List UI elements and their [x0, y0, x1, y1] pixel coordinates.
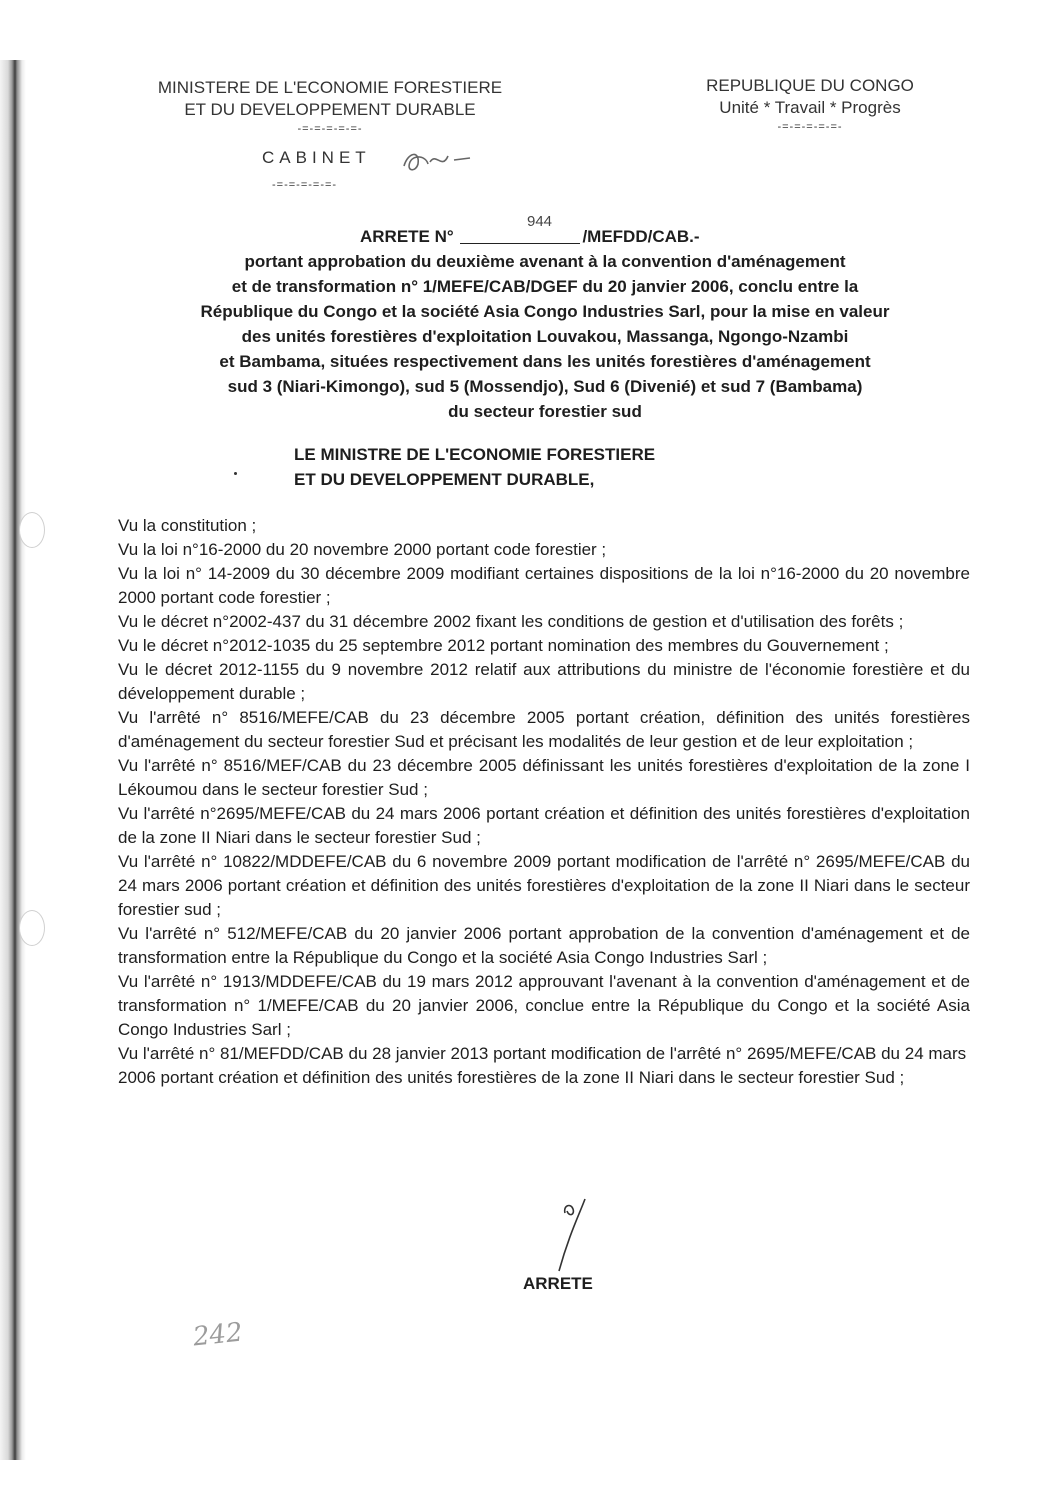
next-section-heading: ARRETE	[523, 1274, 593, 1293]
visa-paragraph: Vu l'arrêté n° 1913/MDDEFE/CAB du 19 mars 2012 approuvant l'avenant à la convention d'aménagement et de transformation n° 1/MEFE/CAB du 20 janvier 2006, conclue entre la République du Congo et la société Asia Congo Industries Sarl ;	[118, 972, 970, 1039]
decree-title-line: et de transformation n° 1/MEFE/CAB/DGEF du 20 janvier 2006, conclu entre la	[231, 277, 859, 296]
visa-paragraph: Vu l'arrêté n° 8516/MEF/CAB du 23 décembre 2005 définissant les unités forestières d'exploitation de la zone I Lékoumou dans le secteur forestier Sud ;	[118, 756, 970, 799]
ministry-line-2: ET DU DEVELOPPEMENT DURABLE	[184, 100, 476, 119]
visa-paragraph: Vu le décret n°2012-1035 du 25 septembre 2012 portant nomination des membres du Gouvernement ;	[118, 636, 889, 655]
cabinet-label: CABINET	[262, 148, 371, 167]
visas-section	[118, 514, 970, 1090]
ministry-line-1: MINISTERE DE L'ECONOMIE FORESTIERE	[157, 78, 503, 97]
visa-paragraph: Vu l'arrêté n° 81/MEFDD/CAB du 28 janvier 2013 portant modification de l'arrêté n° 2695/MEFE/CAB du 24 mars 2006 portant création et définition des unités forestières de la zone II Niari dans le secteur forestier Sud ;	[118, 1044, 967, 1087]
minister-line-1: LE MINISTRE DE L'ECONOMIE FORESTIERE	[294, 445, 656, 464]
minister-line-2: ET DU DEVELOPPEMENT DURABLE,	[294, 470, 595, 489]
decree-title-line: et Bambama, situées respectivement dans les unités forestières d'aménagement	[219, 352, 871, 371]
decree-title-line: sud 3 (Niari-Kimongo), sud 5 (Mossendjo), Sud 6 (Divenié) et sud 7 (Bambama)	[227, 377, 863, 396]
visa-paragraph: Vu le décret n°2002-437 du 31 décembre 2002 fixant les conditions de gestion et d'utilisation des forêts ;	[118, 612, 904, 631]
stray-mark	[234, 472, 237, 475]
visa-paragraph: Vu la loi n° 14-2009 du 30 décembre 2009 modifiant certaines dispositions de la loi n°16-2000 du 20 novembre 2000 portant code forestier ;	[118, 564, 970, 607]
binding-edge	[0, 60, 26, 1460]
visa-paragraph: Vu l'arrêté n° 8516/MEFE/CAB du 23 décembre 2005 portant création, définition des unités forestières d'aménagement du secteur forestier Sud et précisant les modalités de leur gestion et de leur exploitation ;	[118, 708, 970, 751]
minister-heading	[294, 442, 655, 492]
republic-motto: Unité * Travail * Progrès	[719, 98, 901, 117]
decree-title-line: portant approbation du deuxième avenant à la convention d'aménagement	[244, 252, 846, 271]
visa-paragraph: Vu l'arrêté n°2695/MEFE/CAB du 24 mars 2006 portant création et définition des unités forestières d'exploitation de la zone II Niari dans le secteur forestier Sud ;	[118, 804, 970, 847]
punch-hole	[19, 512, 45, 548]
visa-paragraph: Vu le décret 2012-1155 du 9 novembre 2012 relatif aux attributions du ministre de l'économie forestière et du développement durable ;	[118, 660, 970, 703]
republic-header	[660, 75, 960, 135]
decree-prefix: ARRETE N°	[360, 227, 454, 246]
decree-suffix: /MEFDD/CAB.-	[582, 227, 700, 246]
decree-handwritten-number: 944	[527, 213, 553, 230]
republic-name: REPUBLIQUE DU CONGO	[706, 76, 914, 95]
decree-number-blank	[460, 226, 580, 244]
decree-title-line: République du Congo et la société Asia Congo Industries Sarl, pour la mise en valeur	[200, 302, 890, 321]
punch-hole	[19, 910, 45, 946]
visa-paragraph: Vu l'arrêté n° 512/MEFE/CAB du 20 janvier 2006 portant approbation de la convention d'aménagement et de transformation entre la République du Congo et la société Asia Congo Industries Sarl ;	[118, 924, 970, 967]
separator: -=-=-=-=-=-	[272, 179, 338, 191]
initial-signature	[545, 1195, 595, 1275]
visa-paragraph: Vu la constitution ;	[118, 516, 257, 535]
decree-title-line: des unités forestières d'exploitation Louvakou, Massanga, Ngongo-Nzambi	[241, 327, 849, 346]
ministry-header	[100, 77, 560, 137]
separator: -=-=-=-=-=-	[777, 121, 843, 133]
handwritten-initials	[398, 142, 478, 178]
decree-title-line: du secteur forestier sud	[448, 402, 642, 421]
visa-paragraph: Vu l'arrêté n° 10822/MDDEFE/CAB du 6 novembre 2009 portant modification de l'arrêté n° 2695/MEFE/CAB du 24 mars 2006 portant création et définition des unités forestières d'exploitation de la zone II Niari dans le secteur forestier sud ;	[118, 852, 970, 919]
handwritten-page-number: 242	[191, 1317, 245, 1353]
decree-title	[120, 249, 970, 424]
separator: -=-=-=-=-=-	[297, 123, 363, 135]
visa-paragraph: Vu la loi n°16-2000 du 20 novembre 2000 portant code forestier ;	[118, 540, 607, 559]
